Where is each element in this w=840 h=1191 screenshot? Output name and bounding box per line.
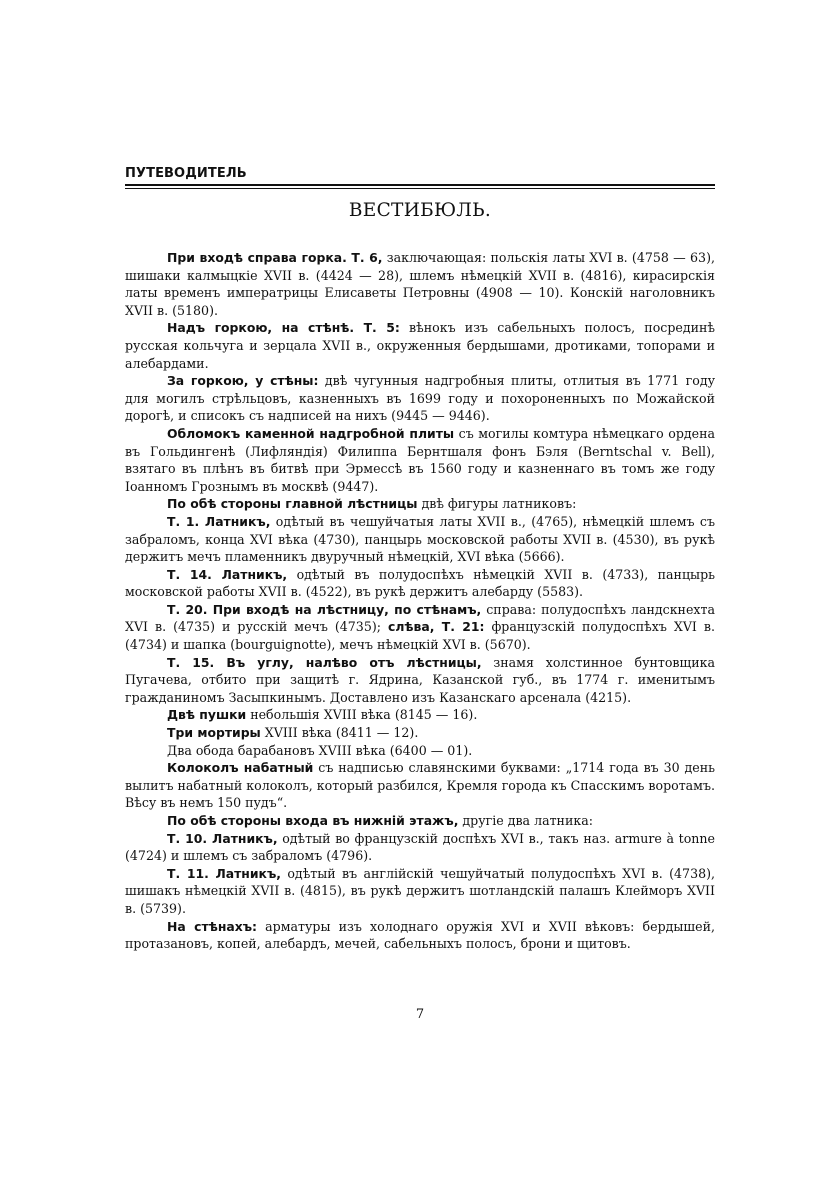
body-text [125,249,715,953]
paragraph-lead: Т. 10. Латникъ, [167,830,278,846]
paragraph [125,918,715,953]
paragraph [125,425,715,495]
paragraph-text-secondary: французскій полудоспѣхъ XVI в. (4734) и шапка (bourguignotte), мечъ нѣмецкій XVI в. (5670). [125,619,715,653]
paragraph [125,724,715,742]
paragraph-text: одѣтый въ англійскій чешуйчатый полудоспѣхъ XVI в. (4738), шишакъ нѣмецкій XVII в. (4815), въ рукѣ держитъ шотландскій палашъ Клейморъ XVII в. (5739). [125,865,716,916]
paragraph [125,249,715,319]
paragraph-text: одѣтый во французскій доспѣхъ XVI в., такъ наз. armure à tonne (4724) и шлемъ съ забраломъ (4796). [125,830,715,864]
paragraph-lead: Т. 11. Латникъ, [167,865,281,881]
paragraph-text: двѣ фигуры латниковъ: [417,496,577,512]
paragraph-lead: По обѣ стороны главной лѣстницы [167,496,418,512]
paragraph-lead: Т. 20. При входѣ на лѣстницу, по стѣнамъ, [167,601,482,617]
paragraph [125,812,715,830]
paragraph-lead: Три мортиры [167,725,261,741]
paragraph-lead: Двѣ пушки [167,707,247,723]
paragraph-text: съ надписью славянскими буквами: „1714 года въ 30 день вылитъ набатный колоколъ, который разбился, Кремля города къ Спасскимъ воротамъ. Вѣсу въ немъ 150 пудъ“. [125,760,715,811]
paragraph [125,706,715,724]
paragraph [125,566,715,601]
page-content [125,165,715,953]
paragraph-lead-secondary: слѣва, Т. 21: [388,619,485,635]
paragraph-lead: Т. 14. Латникъ, [167,566,288,582]
paragraph-lead: Надъ горкою, на стѣнѣ. Т. 5: [167,320,400,336]
paragraph-text: XVIII вѣка (8411 — 12). [260,725,419,741]
paragraph-text: одѣтый въ полудоспѣхъ нѣмецкій XVII в. (4733), панцырь московской работы XVII в. (4522), въ рукѣ держитъ алебарду (5583). [125,566,715,600]
paragraph-text: Два обода барабановъ XVIII вѣка (6400 — 01). [167,742,473,758]
paragraph-text: арматуры изъ холоднаго оружія XVI и XVII вѣковъ: бердышей, протазановъ, копей, алебардъ, мечей, сабельныхъ полосъ, брони и щитовъ. [125,918,715,952]
paragraph-text: знамя холстинное бунтовщика Пугачева, отбито при защитѣ г. Ядрина, Казанской губ., въ 1774 г. именитымъ гражданиномъ Засыпкинымъ. Доставлено изъ Казанскаго арсенала (4215). [125,654,715,705]
paragraph-lead: При входѣ справа горка. Т. 6, [167,250,383,265]
paragraph [125,759,715,812]
paragraph-lead: По обѣ стороны входа въ нижній этажъ, [167,813,459,828]
paragraph-lead: На стѣнахъ: [167,918,258,934]
paragraph [125,601,715,654]
paragraph-lead: Колоколъ набатный [167,760,314,776]
header-rule-thin [125,188,715,189]
paragraph-text: одѣтый въ чешуйчатыя латы XVII в., (4765), нѣмецкій шлемъ съ забраломъ, конца XVI вѣка (4730), панцырь московской работы XVII в. (4530), въ рукѣ держитъ мечъ пламенникъ двуручный нѣмецкій, XVI вѣка (5666). [125,513,715,565]
paragraph [125,372,715,425]
running-head: ПУТЕВОДИТЕЛЬ [125,166,247,181]
paragraph-text: вѣнокъ изъ сабельныхъ полосъ, посрединѣ русская кольчуга и зерцала XVII в., окруженныя бердышами, дротиками, топорами и алебардами. [125,320,715,371]
paragraph [125,513,715,566]
paragraph-text: другіе два латника: [458,813,593,828]
paragraph [125,865,715,918]
paragraph-text: съ могилы комтура нѣмецкаго ордена въ Гольдингенѣ (Лифляндія) Филиппа Бернтшаля фонъ Бэля (Berntschal v. Bell), взятаго въ плѣнъ въ битвѣ при Эрмессѣ въ 1560 году и казненнаго въ томъ же году Іоанномъ Грознымъ въ москвѣ (9447). [125,425,715,494]
paragraph [125,319,715,372]
section-title: ВЕСТИБЮЛЬ. [348,200,492,221]
paragraph [125,742,715,760]
paragraph-lead: Обломокъ каменной надгробной плиты [167,425,455,441]
paragraph [125,654,715,707]
paragraph-lead: За горкою, у стѣны: [167,373,319,389]
paragraph-text: заключающая: польскія латы XVI в. (4758 — 63), шишаки калмыцкіе XVII в. (4424 — 28), шлемъ нѣмецкій XVII в. (4816), кирасирскія латы временъ императрицы Елисаветы Петровны (4908 — 10). Конскій наголовникъ XVII в. (5180). [125,250,715,318]
paragraph-text: небольшія XVIII вѣка (8145 — 16). [246,707,478,723]
paragraph [125,830,715,865]
header-rule-thick [125,184,715,186]
paragraph-text: справа: полудоспѣхъ ландскнехта XVI в. (4735) и русскій мечъ (4735); [125,601,715,635]
page-number: 7 [415,1007,425,1022]
paragraph [125,495,715,513]
paragraph-lead: Т. 15. Въ углу, налѣво отъ лѣстницы, [167,654,482,670]
paragraph-lead: Т. 1. Латникъ, [167,513,271,529]
paragraph-text: двѣ чугунныя надгробныя плиты, отлитыя въ 1771 году для могилъ стрѣльцовъ, казненныхъ въ 1699 году и похороненныхъ по Можайской дорогѣ, и списокъ съ надписей на нихъ (9445 — 9446). [125,373,716,424]
